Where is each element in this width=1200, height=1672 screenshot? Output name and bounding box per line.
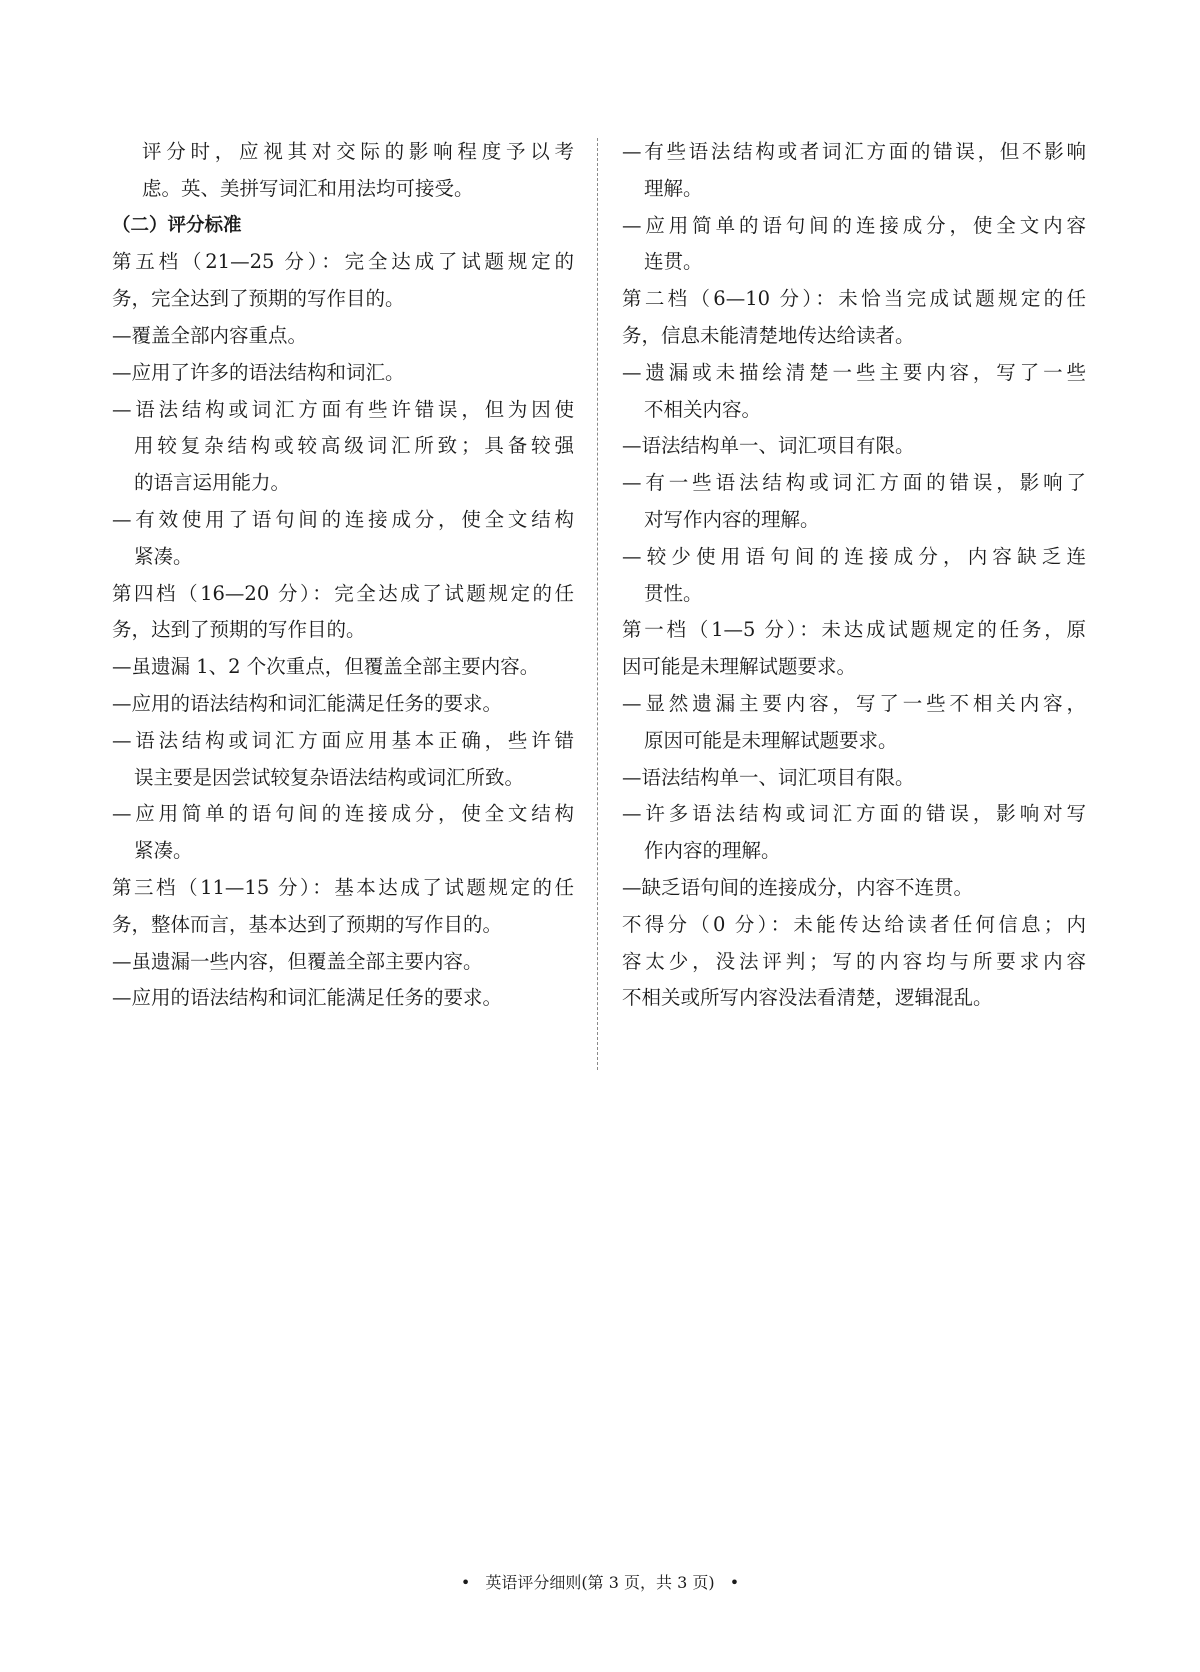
text-line: —遗漏或未描绘清楚一些主要内容，写了一些 [622,360,1086,384]
text-line: 贯性。 [644,581,703,605]
text-line: —虽遗漏 1、2 个次重点，但覆盖全部主要内容。 [112,655,540,679]
text-line: 容太少，没法评判；写的内容均与所要求内容 [622,949,1086,973]
text-line: 紧凑。 [134,544,193,568]
footer-text: 英语评分细则(第 3 页，共 3 页) [485,1573,715,1592]
text-line: 第二档（6—10 分）：未恰当完成试题规定的任 [622,287,1086,311]
text-line: —有效使用了语句间的连接成分，使全文结构 [112,507,574,531]
left-column [112,134,574,1017]
text-line: —应用简单的语句间的连接成分，使全文内容 [622,213,1086,237]
text-line: —语法结构或词汇方面有些许错误，但为因使 [112,397,574,421]
text-line: 务，达到了预期的写作目的。 [112,618,366,642]
text-line: 务，信息未能清楚地传达给读者。 [622,323,915,347]
text-line: 用较复杂结构或较高级词汇所致；具备较强 [134,434,574,458]
text-line: 因可能是未理解试题要求。 [622,655,857,679]
bullet-icon: • [460,1573,471,1592]
text-line: 不相关或所写内容没法看清楚，逻辑混乱。 [622,986,993,1010]
text-line: —应用的语法结构和词汇能满足任务的要求。 [112,986,503,1010]
text-line: 紧凑。 [134,839,193,863]
text-line: —许多语法结构或词汇方面的错误，影响对写 [622,802,1086,826]
text-line: —应用了许多的语法结构和词汇。 [112,360,405,384]
text-line: 误主要是因尝试较复杂语法结构或词汇所致。 [134,765,525,789]
text-line: 第五档（21—25 分）：完全达成了试题规定的 [112,250,574,274]
text-line: —缺乏语句间的连接成分，内容不连贯。 [622,875,974,899]
text-line: —虽遗漏一些内容，但覆盖全部主要内容。 [112,949,483,973]
text-line: —应用简单的语句间的连接成分，使全文结构 [112,802,574,826]
text-line: 作内容的理解。 [644,839,781,863]
text-line: 务，整体而言，基本达到了预期的写作目的。 [112,912,503,936]
text-line: 务，完全达到了预期的写作目的。 [112,287,405,311]
text-line: —有一些语法结构或词汇方面的错误，影响了 [622,471,1086,495]
text-line: 原因可能是未理解试题要求。 [644,728,898,752]
text-line: 第一档（1—5 分）：未达成试题规定的任务，原 [622,618,1086,642]
bullet-icon: • [729,1573,740,1592]
text-line: —覆盖全部内容重点。 [112,323,308,347]
text-line: 不得分（0 分）：未能传达给读者任何信息；内 [622,912,1086,936]
text-line: 对写作内容的理解。 [644,507,820,531]
text-line: —语法结构或词汇方面应用基本正确，些许错 [112,728,574,752]
text-line: 的语言运用能力。 [134,471,291,495]
text-line: 评分时，应视其对交际的影响程度予以考 [142,140,574,163]
text-line: —语法结构单一、词汇项目有限。 [622,765,915,789]
text-line: —有些语法结构或者词汇方面的错误，但不影响 [622,140,1086,163]
right-column [622,134,1086,1017]
text-line: 虑。英、美拼写词汇和用法均可接受。 [142,176,474,200]
text-line: 第三档（11—15 分）：基本达成了试题规定的任 [112,875,574,899]
text-line: —显然遗漏主要内容，写了一些不相关内容， [622,691,1086,715]
text-line: —语法结构单一、词汇项目有限。 [622,434,915,458]
text-line: 连贯。 [644,250,703,274]
text-line: 第四档（16—20 分）：完全达成了试题规定的任 [112,581,574,605]
page-footer [0,1570,1200,1593]
column-divider [597,138,598,1070]
text-line: 理解。 [644,176,703,200]
text-line: —应用的语法结构和词汇能满足任务的要求。 [112,691,503,715]
text-line: —较少使用语句间的连接成分，内容缺乏连 [622,544,1086,568]
section-heading: （二）评分标准 [112,214,242,236]
text-line: 不相关内容。 [644,397,762,421]
